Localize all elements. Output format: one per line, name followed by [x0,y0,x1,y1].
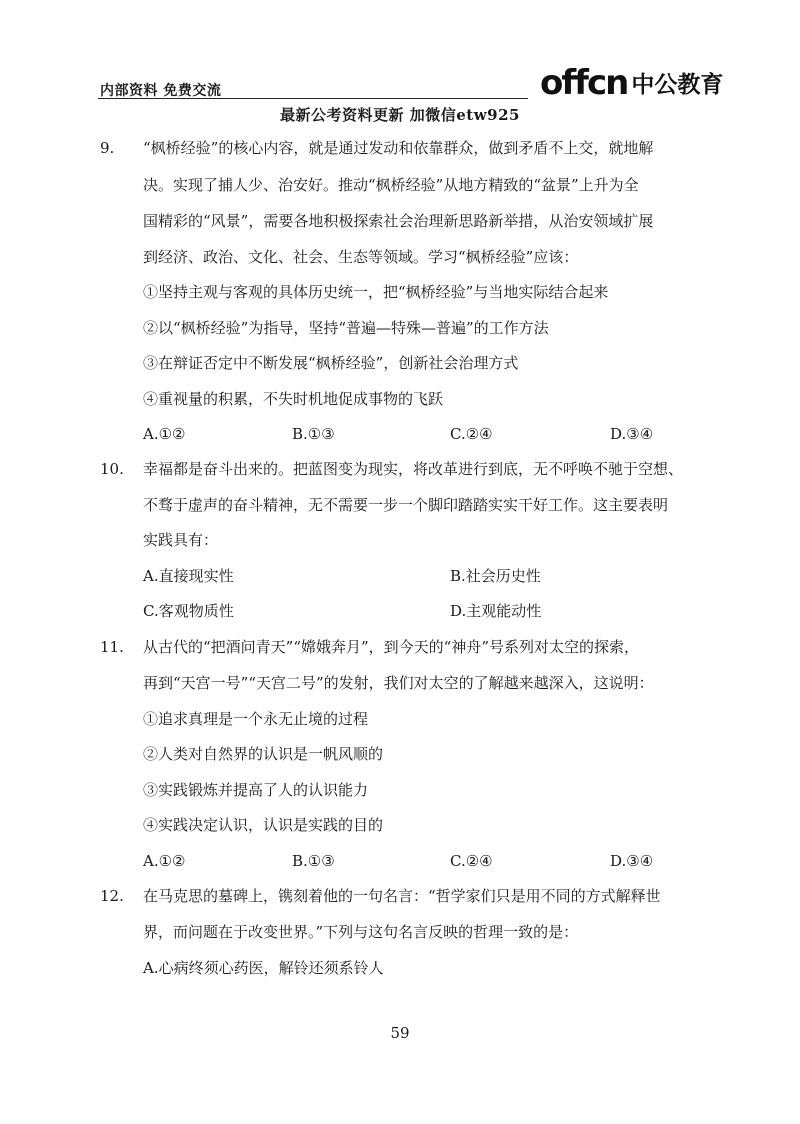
statement-item: ③实践锻炼并提高了人的认识能力 [143,781,369,799]
offcn-logo [540,63,724,103]
answer-option: D.③④ [610,852,654,870]
question-text-line: 幸福都是奋斗出来的。把蓝图变为现实，将改革进行到底，无不呼唤不驰于空想、 [143,460,684,478]
statement-item: ④重视量的积累，不失时机地促成事物的飞跃 [143,390,444,408]
question-number: 12. [100,887,124,905]
statement-item: ①追求真理是一个永无止境的过程 [143,710,369,728]
statement-item: ②人类对自然界的认识是一帆风顺的 [143,745,384,763]
question-text-line: 从古代的“把酒问青天”“嫦娥奔月”，到今天的“神舟”号系列对太空的探索， [143,638,640,656]
question-text-line: 国精彩的“风景”，需要各地积极探索社会治理新思路新举措，从治安领域扩展 [143,212,654,230]
statement-item: ④实践决定认识，认识是实践的目的 [143,816,384,834]
question-number: 11. [100,638,124,656]
statement-item: ②以“枫桥经验”为指导，坚持“普遍—特殊—普遍”的工作方法 [143,319,549,337]
page-number: 59 [390,1024,410,1042]
answer-option: D.③④ [610,425,654,443]
statement-item: ③在辩证否定中不断发展“枫桥经验”，创新社会治理方式 [143,354,519,372]
question-text-line: “枫桥经验”的核心内容，就是通过发动和依靠群众，做到矛盾不上交，就地解 [143,139,654,157]
answer-option: A.①② [143,852,186,870]
answer-option: A.直接现实性 [143,567,234,585]
answer-option: B.①③ [292,425,335,443]
answer-option: D.主观能动性 [450,602,542,620]
update-notice: 最新公考资料更新 加微信etw925 [280,106,520,124]
question-text-line: 决。实现了捕人少、治安好。推动“枫桥经验”从地方精致的“盆景”上升为全 [143,176,639,194]
question-text-line: 到经济、政治、文化、社会、生态等领域。学习“枫桥经验”应该： [143,248,579,266]
question-text-line: 界，而问题在于改变世界。”下列与这句名言反映的哲理一致的是： [143,923,579,941]
answer-option: C.客观物质性 [143,602,234,620]
logo-text-en: offcn [540,63,628,103]
question-text-line: 在马克思的墓碑上，镌刻着他的一句名言：“哲学家们只是用不同的方式解释世 [143,887,661,905]
question-number: 9. [100,139,115,157]
answer-option: B.社会历史性 [450,567,541,585]
answer-option: B.①③ [292,852,335,870]
answer-option: C.②④ [450,852,493,870]
question-number: 10. [100,460,124,478]
question-text-line: 再到“天宫一号”“天宫二号”的发射，我们对太空的了解越来越深入，这说明： [143,674,654,692]
answer-option: A.①② [143,425,186,443]
header-label: 内部资料 免费交流 [100,83,222,99]
answer-option: A.心病终须心药医，解铃还须系铃人 [143,959,384,977]
question-text-line: 实践具有： [143,531,219,549]
logo-text-cn: 中公教育 [631,72,724,98]
question-text-line: 不骛于虚声的奋斗精神，无不需要一步一个脚印踏踏实实干好工作。这主要表明 [143,496,669,514]
answer-option: C.②④ [450,425,493,443]
statement-item: ①坚持主观与客观的具体历史统一，把“枫桥经验”与当地实际结合起来 [143,283,609,301]
header-rule [98,98,528,99]
